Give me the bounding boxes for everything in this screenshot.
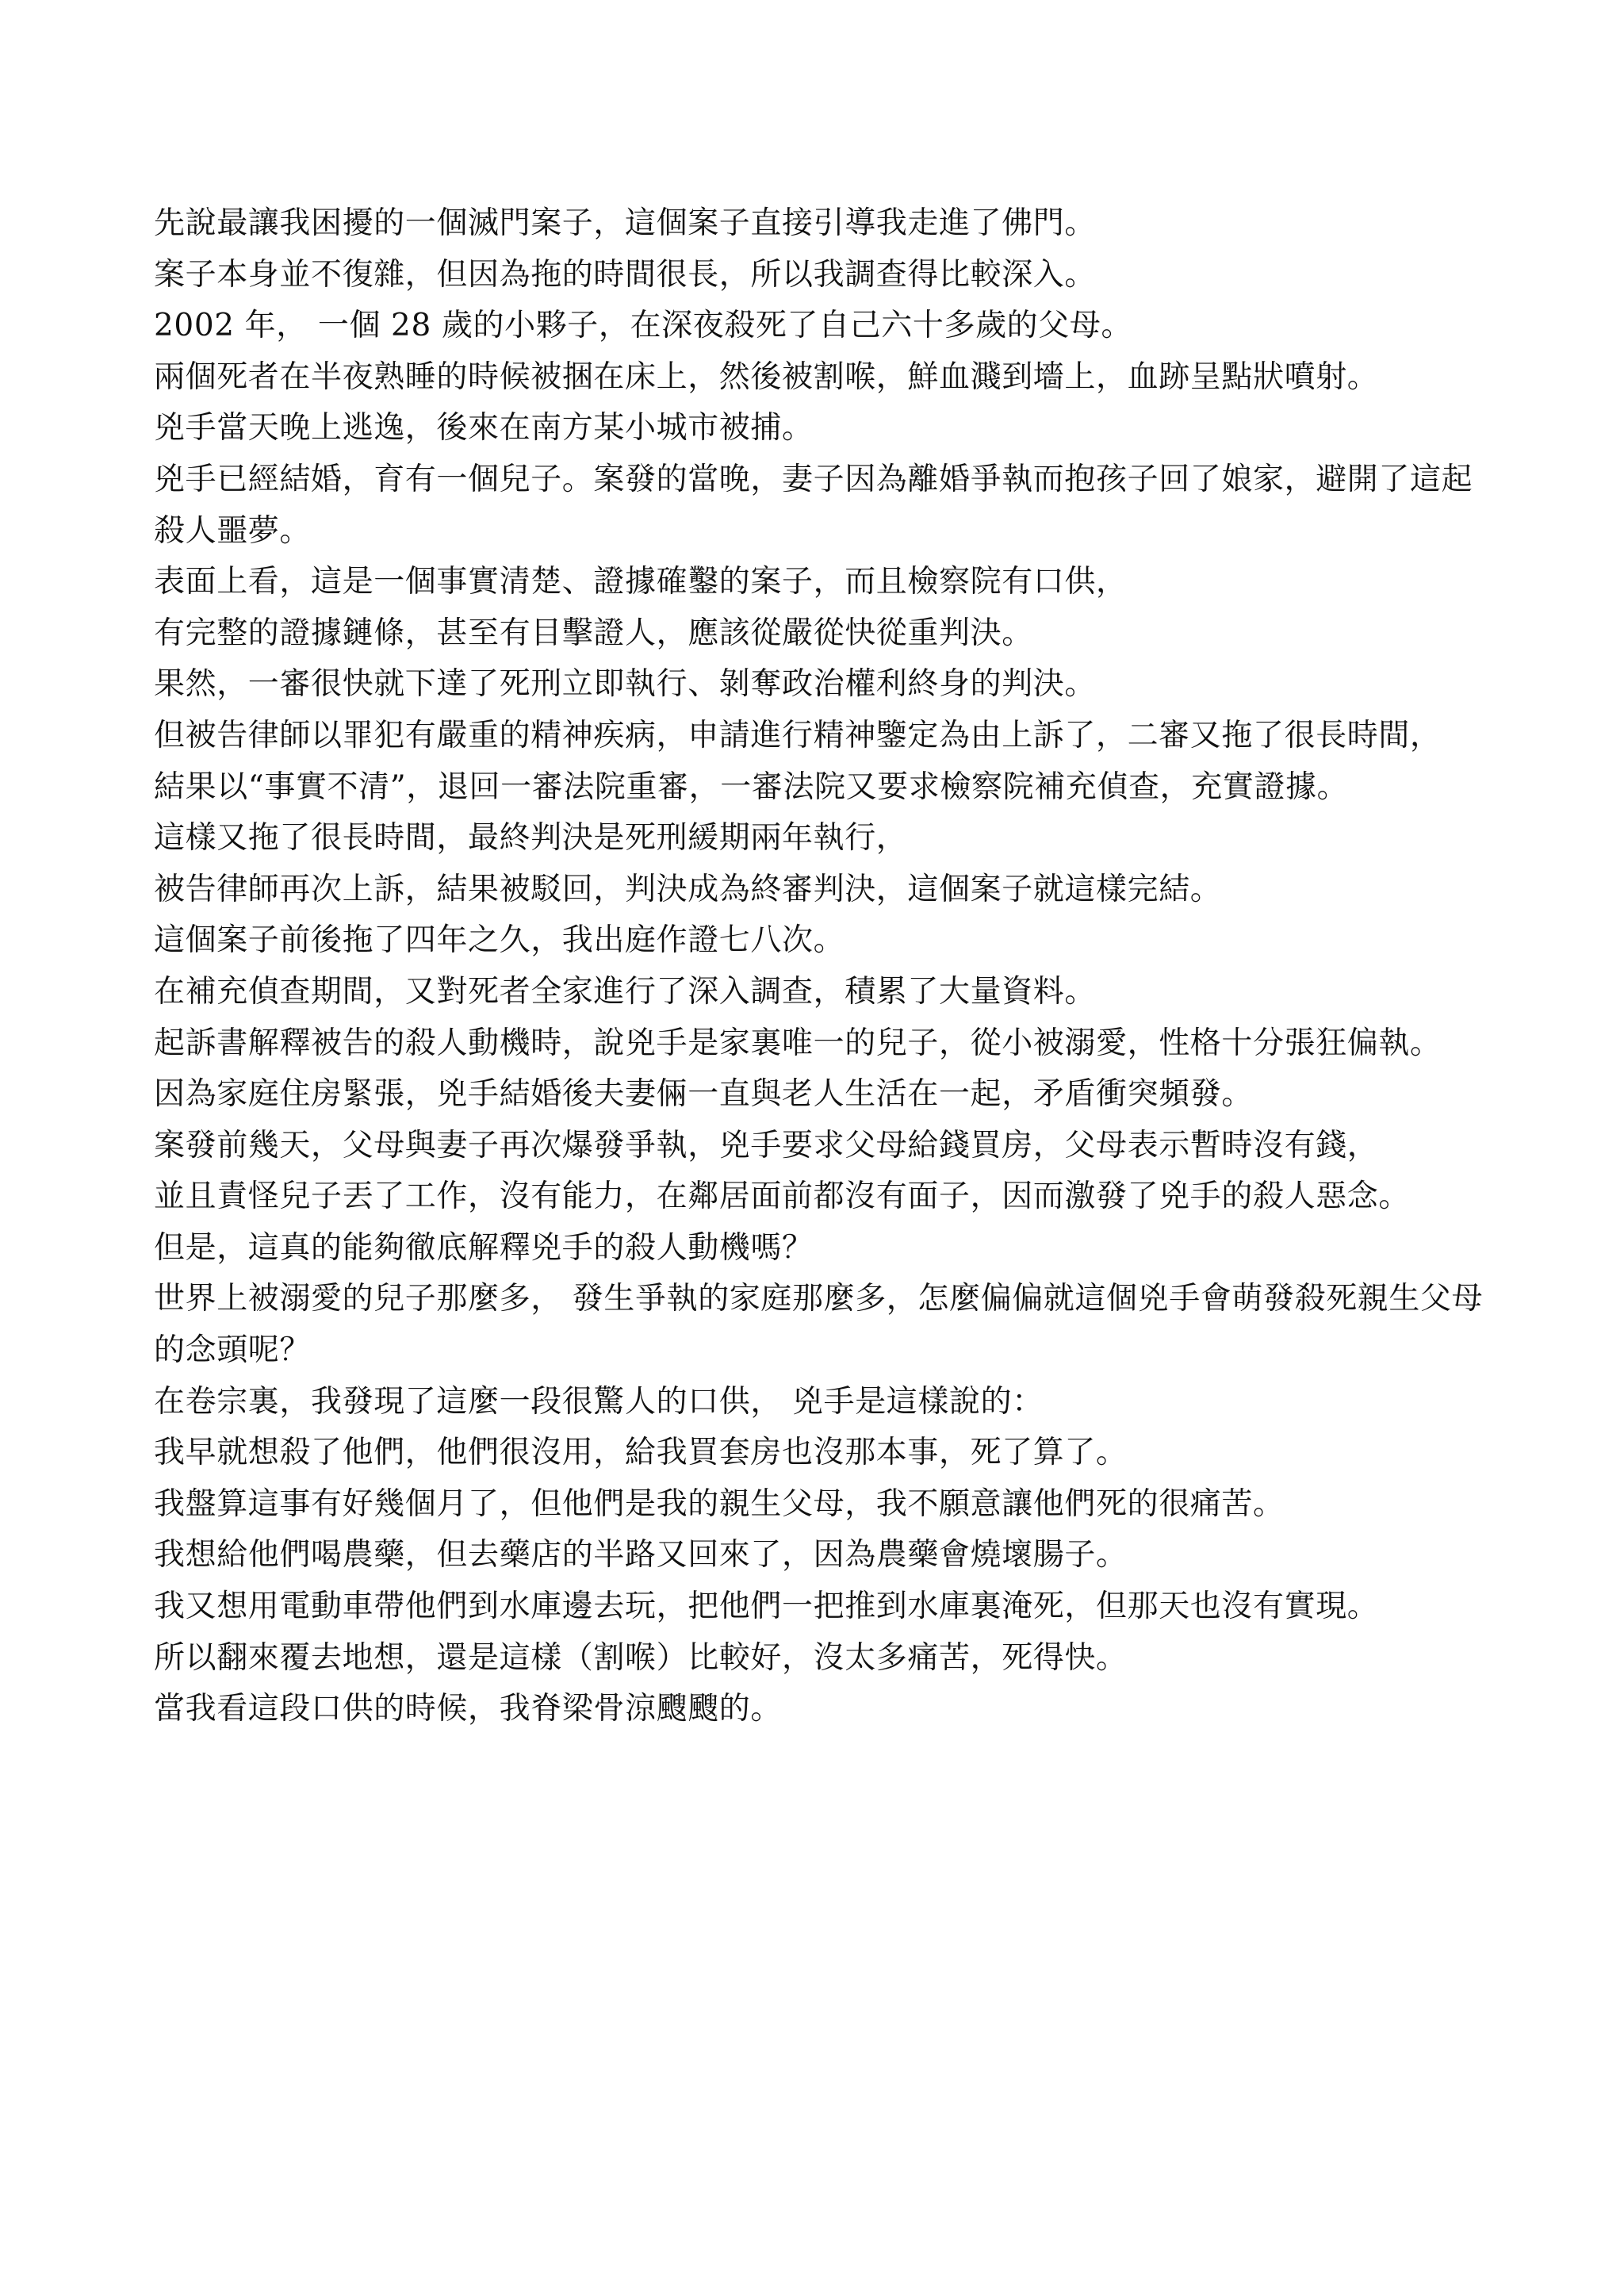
paragraph: 我早就想殺了他們，他們很沒用，給我買套房也沒那本事，死了算了。 [154, 1435, 1128, 1471]
paragraph: 我又想用電動車帶他們到水庫邊去玩，把他們一把推到水庫裏淹死，但那天也沒有實現。 [154, 1589, 1379, 1625]
paragraph: 先說最讓我困擾的一個滅門案子，這個案子直接引導我走進了佛門。 [154, 205, 1097, 241]
paragraph: 但被告律師以罪犯有嚴重的精神疾病，申請進行精神鑒定為由上訴了，二審又拖了很長時間， [154, 717, 1442, 753]
document-body [154, 198, 1494, 1735]
paragraph: 但是，這真的能夠徹底解釋兇手的殺人動機嗎？ [154, 1229, 814, 1266]
paragraph: 這個案子前後拖了四年之久，我出庭作證七八次。 [154, 922, 845, 959]
paragraph: 有完整的證據鏈條，甚至有目擊證人，應該從嚴從快從重判決。 [154, 615, 1033, 651]
paragraph: 我盤算這事有好幾個月了，但他們是我的親生父母，我不願意讓他們死的很痛苦。 [154, 1485, 1285, 1522]
paragraph: 起訴書解釋被告的殺人動機時，說兇手是家裏唯一的兒子，從小被溺愛，性格十分張狂偏執。 [154, 1025, 1442, 1061]
paragraph: 結果以“事實不清”，退回一審法院重審，一審法院又要求檢察院補充偵查，充實證據。 [154, 769, 1349, 805]
paragraph: 因為家庭住房緊張，兇手結婚後夫妻倆一直與老人生活在一起，矛盾衝突頻發。 [154, 1076, 1254, 1113]
paragraph: 在卷宗裏，我發現了這麼一段很驚人的口供， 兇手是這樣說的： [154, 1383, 1044, 1420]
paragraph: 所以翻來覆去地想，還是這樣（割喉）比較好，沒太多痛苦，死得快。 [154, 1639, 1128, 1676]
paragraph: 案發前幾天，父母與妻子再次爆發爭執，兇手要求父母給錢買房，父母表示暫時沒有錢， [154, 1127, 1379, 1163]
paragraph: 這樣又拖了很長時間，最終判決是死刑緩期兩年執行， [154, 820, 908, 857]
paragraph: 兇手已經結婚，育有一個兒子。案發的當晚，妻子因為離婚爭執而抱孩子回了娘家，避開了這起殺人噩夢。 [154, 461, 1473, 549]
paragraph: 被告律師再次上訴，結果被駁回，判決成為終審判決，這個案子就這樣完結。 [154, 871, 1222, 907]
paragraph: 2002 年， 一個 28 歲的小夥子，在深夜殺死了自己六十多歲的父母。 [154, 308, 1133, 344]
paragraph: 兩個死者在半夜熟睡的時候被捆在床上，然後被割喉，鮮血濺到墻上，血跡呈點狀噴射。 [154, 358, 1379, 395]
paragraph: 並且責怪兒子丟了工作，沒有能力，在鄰居面前都沒有面子，因而激發了兇手的殺人惡念。 [154, 1179, 1411, 1215]
paragraph: 案子本身並不復雜，但因為拖的時間很長，所以我調查得比較深入。 [154, 256, 1097, 293]
paragraph: 表面上看，這是一個事實清楚、證據確鑿的案子，而且檢察院有口供， [154, 564, 1128, 600]
paragraph: 果然，一審很快就下達了死刑立即執行、剝奪政治權利終身的判決。 [154, 666, 1097, 703]
paragraph: 兇手當天晚上逃逸，後來在南方某小城市被捕。 [154, 410, 814, 447]
paragraph: 我想給他們喝農藥，但去藥店的半路又回來了，因為農藥會燒壞腸子。 [154, 1537, 1128, 1573]
paragraph: 在補充偵查期間，又對死者全家進行了深入調查，積累了大量資料。 [154, 973, 1097, 1010]
paragraph: 世界上被溺愛的兒子那麼多， 發生爭執的家庭那麼多，怎麼偏偏就這個兇手會萌發殺死親生父母的念頭呢？ [154, 1281, 1484, 1369]
paragraph: 當我看這段口供的時候，我脊梁骨涼颼颼的。 [154, 1691, 783, 1727]
